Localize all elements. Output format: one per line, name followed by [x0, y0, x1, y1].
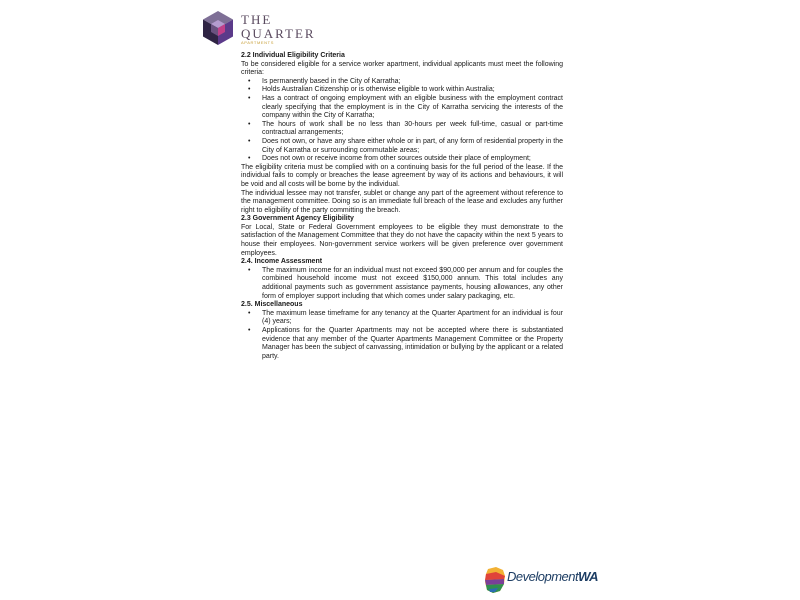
list-item: • Applications for the Quarter Apartments may not be accepted where there is substantiated evidence that any member of the Quarter Apartments Management Committee or the Property Manager has been the subject of canvassing, intimidation or bullying by the applicant or a related party. — [241, 327, 563, 361]
section-heading-misc: 2.5. Miscellaneous — [241, 301, 303, 309]
the-quarter-logo — [200, 10, 316, 50]
logo-wordmark-the: THE — [241, 12, 273, 27]
list-item: • Holds Australian Citizenship or is otherwise eligible to work within Australia; — [241, 86, 563, 95]
list-item: • The maximum lease timeframe for any tenancy at the Quarter Apartment for an individual is four (4) years; — [241, 310, 563, 327]
list-item: • The maximum income for an individual must not exceed $90,000 per annum and for couples the combined household income must not exceed $150,000 annum. This total includes any additional payments such as government assistance payments, housing allowances, any other form of employer support including that which comes under salary packaging, etc. — [241, 267, 563, 301]
list-item: • Is permanently based in the City of Karratha; — [241, 78, 563, 87]
logo-subtitle: APARTMENTS — [241, 40, 274, 45]
development-wa-map-icon — [484, 566, 506, 594]
government-paragraph: For Local, State or Federal Government employees to be eligible they must demonstrate to the satisfaction of the Management Committee that they do not have the capacity within the next 5 years to house their employees. Non-government service workers will be given preference over government employees. — [241, 223, 563, 257]
misc-list — [241, 310, 563, 362]
eligibility-lessee-paragraph: The individual lessee may not transfer, sublet or change any part of the agreement without reference to the management committee. Doing so is an immediate full breach of the lease and excludes any further right to eligibility of the party committing the breach. — [241, 189, 563, 214]
income-list — [241, 267, 563, 301]
section-heading-eligibility: 2.2 Individual Eligibility Criteria — [241, 52, 345, 59]
list-item: • Does not own or receive income from other sources outside their place of employment; — [241, 155, 563, 164]
footer-brand-development: Development — [507, 569, 579, 584]
list-item: • Does not own, or have any share either whole or in part, of any form of residential property in the City of Karratha or surrounding commutable areas; — [241, 138, 563, 155]
list-item: • Has a contract of ongoing employment with an eligible business with the employment contract clearly specifying that the employment is in the City of Karratha servicing the interests of the company within the City of Karratha; — [241, 95, 563, 121]
section-heading-government: 2.3 Government Agency Eligibility — [241, 215, 354, 223]
eligibility-intro: To be considered eligible for a service worker apartment, individual applicants must meet the following criteria: — [241, 60, 563, 77]
section-heading-income: 2.4. Income Assessment — [241, 258, 323, 266]
eligibility-criteria-list — [241, 78, 563, 164]
development-wa-logo — [484, 566, 604, 594]
quarter-cube-icon — [200, 10, 236, 46]
logo-wordmark-quarter: QUARTER — [241, 26, 316, 41]
list-item: • The hours of work shall be no less than 30-hours per week full-time, casual or part-time contractual arrangements; — [241, 121, 563, 138]
eligibility-continuing-paragraph: The eligibility criteria must be complied with on a continuing basis for the full period of the lease. If the individual fails to comply or breaches the lease agreement by way of its actions and behaviours, it will be void and all costs will be borne by the individual. — [241, 163, 563, 188]
footer-brand-wa: WA — [578, 569, 599, 584]
document-body — [241, 52, 563, 361]
